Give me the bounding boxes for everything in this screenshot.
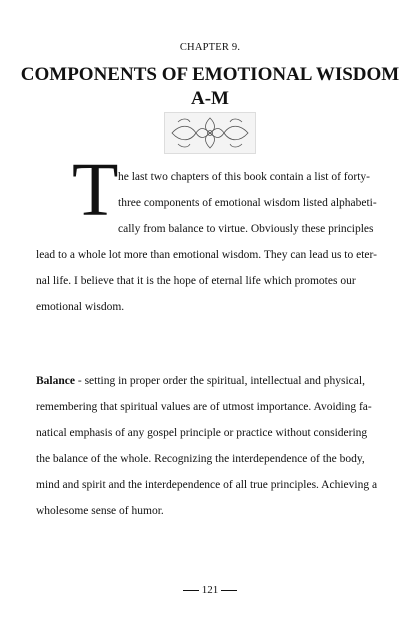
balance-definition-start: - setting in proper order the spiritual, intellectual and physical, xyxy=(74,375,365,387)
footer-dash-right xyxy=(221,590,237,591)
text-line: cally from balance to virtue. Obviously these principles xyxy=(118,223,374,235)
text-line: three components of emotional wisdom listed alphabeti- xyxy=(118,197,377,209)
text-line: mind and spirit and the interdependence of all true principles. Achieving a xyxy=(36,479,378,491)
footer-dash-left xyxy=(183,590,199,591)
page-footer xyxy=(0,584,420,596)
text-line: he last two chapters of this book contain a list of forty- xyxy=(118,171,370,183)
decorative-flourish-ornament xyxy=(164,112,256,154)
drop-cap: T xyxy=(72,148,119,232)
text-line: remembering that spiritual values are of utmost importance. Avoiding fa- xyxy=(36,401,372,413)
text-line: the balance of the whole. Recognizing the interdependence of the body, xyxy=(36,453,365,465)
text-line: natical emphasis of any gospel principle or practice without considering xyxy=(36,427,368,439)
text-line xyxy=(36,374,365,388)
chapter-label: CHAPTER 9. xyxy=(179,42,241,53)
text-line: nal life. I believe that it is the hope of eternal life which promotes our xyxy=(36,275,356,287)
chapter-title-line-2: A-M xyxy=(191,88,229,109)
page-number: 121 xyxy=(201,584,219,596)
text-line: lead to a whole lot more than emotional wisdom. They can lead us to eter- xyxy=(36,249,377,261)
text-line: emotional wisdom. xyxy=(36,301,125,313)
chapter-title-line-1: COMPONENTS OF EMOTIONAL WISDOM xyxy=(20,64,400,85)
text-line: wholesome sense of humor. xyxy=(36,505,164,517)
balance-term: Balance xyxy=(36,375,75,387)
